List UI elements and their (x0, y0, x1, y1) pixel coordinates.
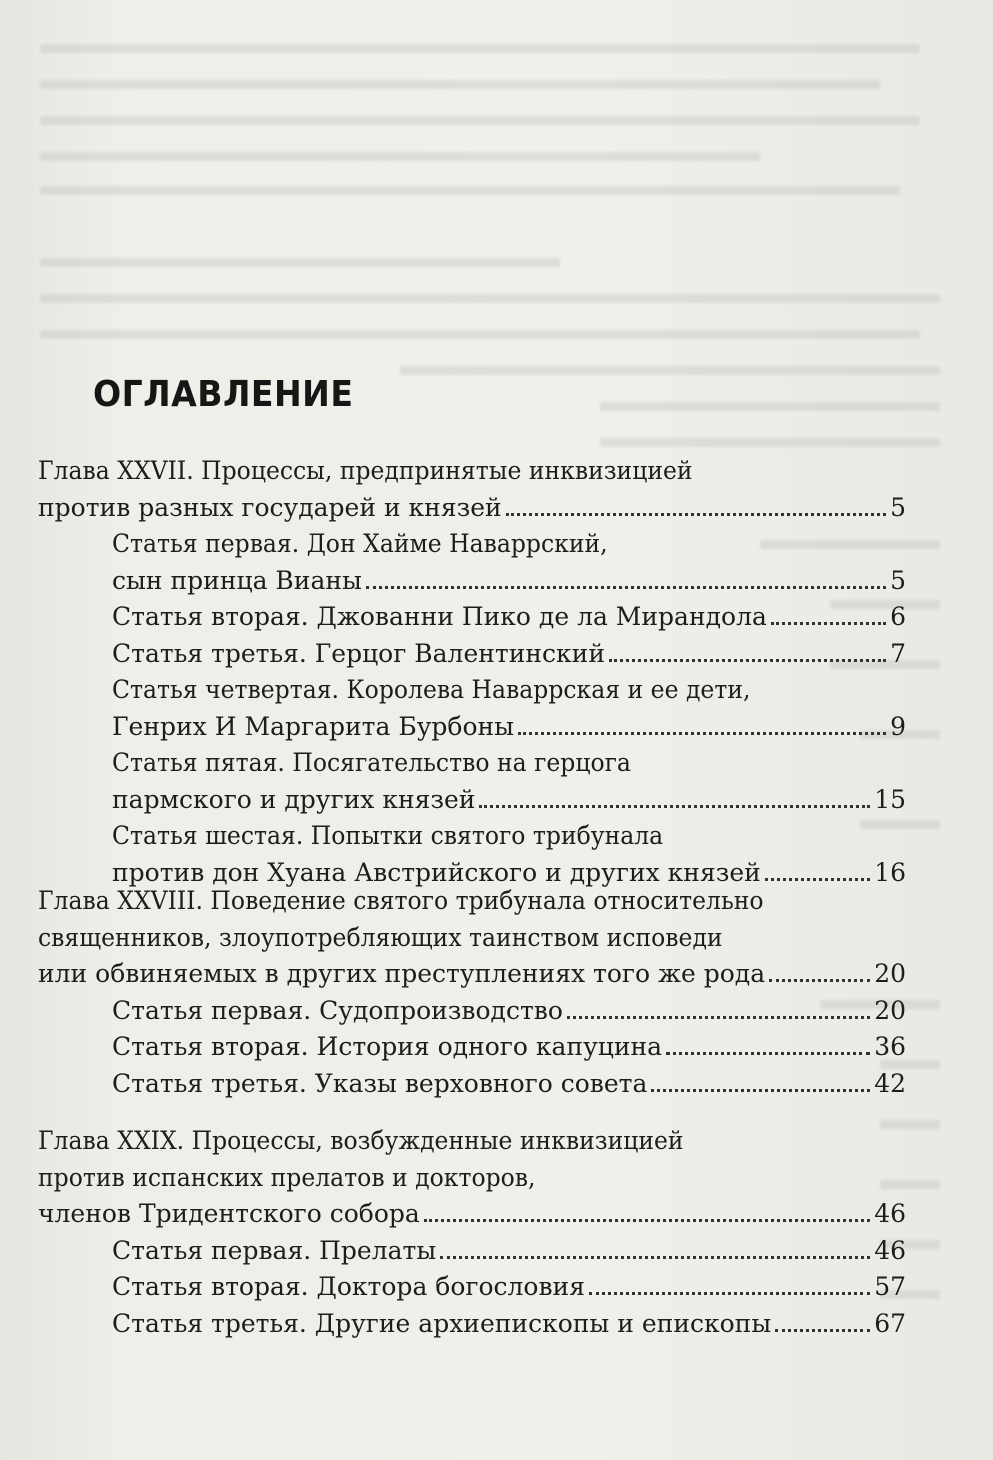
dot-leader (609, 639, 886, 662)
article-title: Статья третья. Другие архиепископы и епископы (112, 1308, 772, 1338)
article-title: Статья вторая. История одного капуцина (112, 1032, 663, 1061)
article-entry[interactable] (112, 1236, 906, 1266)
article-heading-line: Статья шестая. Попытки святого трибунала (112, 821, 664, 850)
article-page-number: 36 (874, 1032, 906, 1061)
article-title: Статья первая. Судопроизводство (112, 995, 563, 1025)
article-page-number: 6 (890, 602, 906, 631)
chapter-heading-line: против испанских прелатов и докторов, (38, 1162, 536, 1192)
dot-leader (651, 1069, 870, 1092)
article-entry[interactable] (112, 712, 906, 742)
article-title: Статья первая. Прелаты (112, 1235, 437, 1265)
dot-leader (506, 493, 886, 516)
chapter-entry[interactable] (38, 959, 906, 989)
article-page-number: 57 (874, 1272, 906, 1301)
dot-leader (775, 1309, 870, 1332)
chapter-page-number: 46 (874, 1199, 906, 1228)
article-title: Генрих И Маргарита Бурбоны (112, 711, 515, 741)
article-entry[interactable] (112, 566, 906, 596)
article-page-number: 9 (890, 711, 906, 741)
article-page-number: 15 (874, 784, 906, 814)
page-heading: ОГЛАВЛЕНИЕ (93, 374, 354, 415)
article-page-number: 42 (874, 1068, 906, 1098)
article-entry[interactable] (112, 858, 906, 888)
article-entry[interactable] (112, 602, 906, 632)
chapter-title: или обвиняемых в других преступлениях того же рода (38, 959, 766, 988)
chapter-page-number: 5 (890, 492, 906, 522)
article-page-number: 5 (890, 565, 906, 595)
article-entry[interactable] (112, 1272, 906, 1302)
dot-leader (769, 959, 870, 982)
article-entry[interactable] (112, 785, 906, 815)
dot-leader (666, 1032, 870, 1055)
article-heading-line: Статья пятая. Посягательство на герцога (112, 748, 631, 777)
article-entry[interactable] (112, 1309, 906, 1339)
article-entry[interactable] (112, 639, 906, 669)
article-title: пармского и других князей (112, 784, 476, 814)
article-heading-line: Статья четвертая. Королева Наваррская и ее дети, (112, 675, 751, 704)
chapter-title: против разных государей и князей (38, 492, 502, 522)
dot-leader (765, 858, 870, 881)
article-heading-line: Статья первая. Дон Хайме Наваррский, (112, 529, 608, 558)
chapter-heading-line: Глава XXIX. Процессы, возбужденные инквизицией (38, 1126, 684, 1155)
chapter-entry[interactable] (38, 1199, 906, 1229)
dot-leader (589, 1272, 870, 1295)
chapter-heading-line: Глава XXVIII. Поведение святого трибунала относительно (38, 886, 764, 915)
article-entry[interactable] (112, 996, 906, 1026)
chapter-entry[interactable] (38, 493, 906, 523)
dot-leader (440, 1236, 870, 1259)
article-page-number: 7 (890, 638, 906, 668)
dot-leader (771, 602, 886, 625)
dot-leader (366, 566, 886, 589)
chapter-heading-line: священников, злоупотребляющих таинством исповеди (38, 922, 723, 952)
article-page-number: 46 (874, 1235, 906, 1265)
article-title: Статья третья. Герцог Валентинский (112, 638, 606, 668)
article-entry[interactable] (112, 1069, 906, 1099)
article-page-number: 67 (874, 1308, 906, 1338)
dot-leader (567, 996, 870, 1019)
chapter-title: членов Тридентского собора (38, 1199, 420, 1228)
article-title: Статья вторая. Джованни Пико де ла Мирандола (112, 602, 767, 631)
dot-leader (518, 712, 886, 735)
article-title: против дон Хуана Австрийского и других князей (112, 857, 761, 887)
article-page-number: 16 (874, 857, 906, 887)
dot-leader (479, 785, 870, 808)
chapter-heading-line: Глава XXVII. Процессы, предпринятые инквизицией (38, 456, 693, 485)
article-title: Статья вторая. Доктора богословия (112, 1272, 585, 1301)
chapter-page-number: 20 (874, 959, 906, 988)
article-page-number: 20 (874, 995, 906, 1025)
article-entry[interactable] (112, 1032, 906, 1062)
article-title: сын принца Вианы (112, 565, 362, 595)
article-title: Статья третья. Указы верховного совета (112, 1068, 648, 1098)
dot-leader (424, 1199, 870, 1222)
